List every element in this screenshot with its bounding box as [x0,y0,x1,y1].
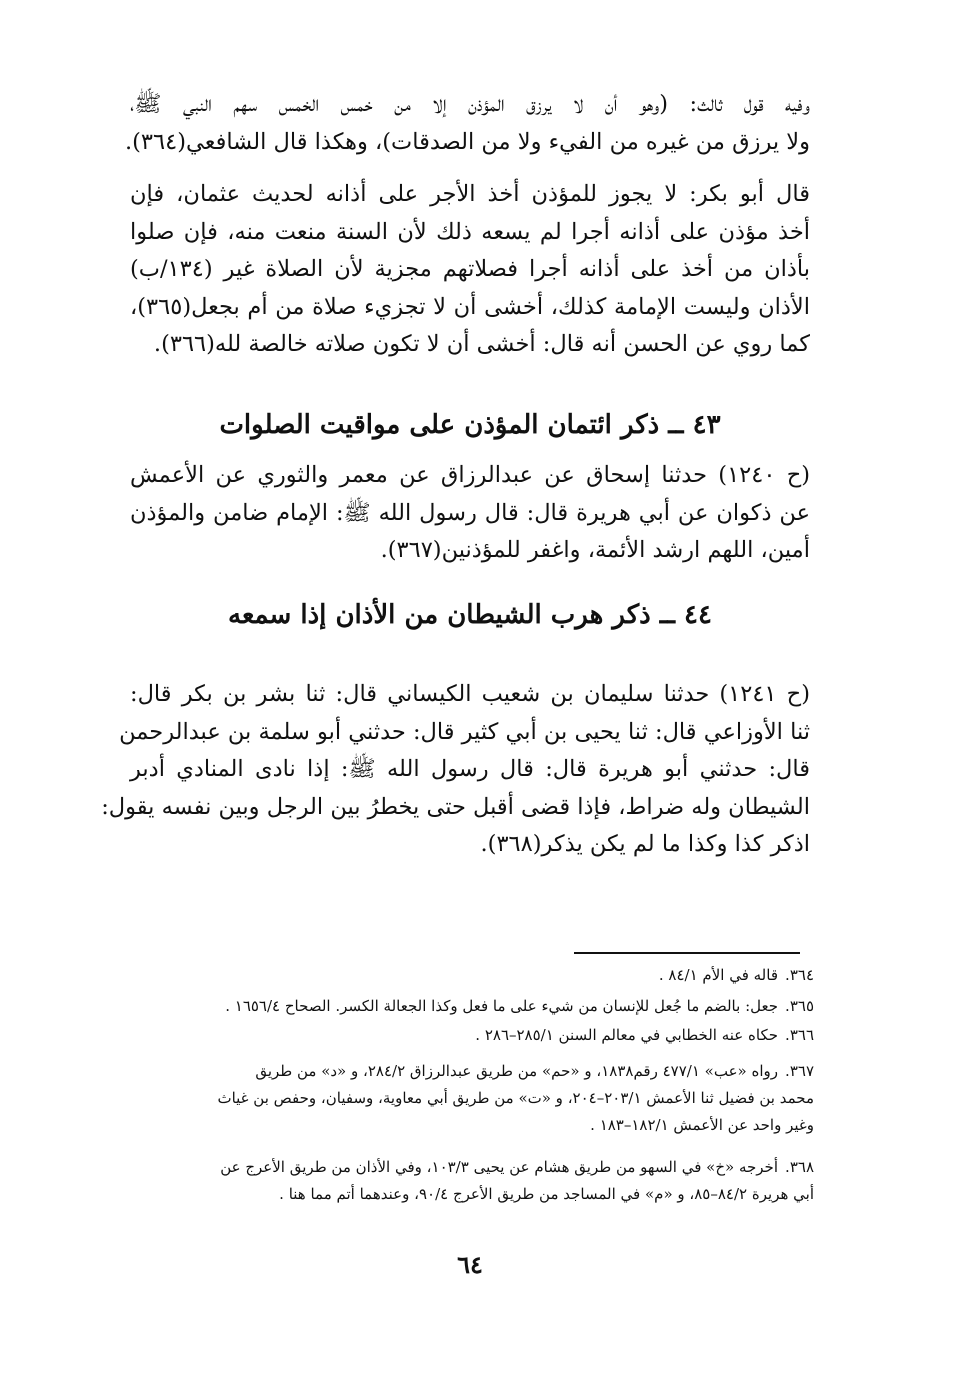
footnote-text: أبي هريرة ٨٤/٢–٨٥، و «م» في المساجد من طريق الأعرج ٩٠/٤، وعندهما أتم مما هنا . [279,1185,814,1203]
footnote-text: رواه «عب» ٤٧٧/١ رقم١٨٣٨، و «حم» من طريق عبدالرزاق ٢٨٤/٢، و «د» من طريق [255,1062,778,1080]
footnote-number: ٣٦٤. [785,966,814,984]
text-line: الشيطان وله ضراط، فإذا قضى أقبل حتى يخطرُ بين الرجل وبين نفسه يقول: [101,793,810,820]
text-line: قال: حدثني أبو هريرة قال: قال رسول الله ﷺ: إذا نادى المنادي أدبر [130,756,810,782]
text-line: (ح ١٢٤١) حدثنا سليمان بن شعيب الكيساني قال: ثنا بشر بن بكر قال: [130,681,810,707]
text-line: عن ذكوان عن أبي هريرة قال: قال رسول الله ﷺ: الإمام ضامن والمؤذن [130,499,810,526]
text-line: أمين، اللهم ارشد الأئمة، واغفر للمؤذنين(٣٦٧). [380,537,810,563]
text-line: بأذان من أخذ على أذانه أجرا فصلاتهم مجزية لأن الصلاة غير (١٣٤/ب) [130,256,810,282]
footnote-number: ٣٦٧. [785,1062,814,1080]
paragraph-abu-bakr [130,176,810,364]
hadith-1240 [130,457,810,570]
footnote-366 [130,1022,814,1049]
page-number: ٦٤ [457,1250,483,1279]
footnote-368 [130,1154,814,1208]
footnote-364 [130,962,814,989]
text-line: قال أبو بكر: لا يجوز للمؤذن أخذ الأجر على أذانه لحديث عثمان، فإن [130,181,810,207]
footnote-365 [130,993,814,1020]
text-line: (ح ١٢٤٠) حدثنا إسحاق عن عبدالرزاق عن معمر والثوري عن الأعمش [130,462,810,488]
text-line: كما روي عن الحسن أنه قال: أخشى أن لا تكون صلاته خالصة لله(٣٦٦). [153,331,810,357]
footnote-text: قاله في الأم ٨٤/١ . [658,966,778,984]
footnote-number: ٣٦٥. [785,997,814,1015]
footnote-text: جعل: بالضم ما جُعل للإنسان من شيء على ما فعل وكذا الجعالة الكسر. الصحاح ١٦٥٦/٤ . [225,997,778,1015]
text-line: وفيه قول ثالث: (وهو أن لا يرزق المؤذن إلا من خمس الخمس سهم النبي ﷺ، [130,91,810,117]
footnote-text: أخرجه «خ» في السهو من طريق هشام عن يحيى ١٠٣/٣، وفي الأذان من طريق الأعرج عن [220,1158,778,1176]
section-heading-43: ٤٣ ــ ذكر ائتمان المؤذن على مواقيت الصلوات [219,410,721,440]
text-line: الأذان وليست الإمامة كذلك، أخشى أن لا تجزيء صلاة من أم بجعل(٣٦٥)، [130,293,810,320]
footnote-text: وغير واحد عن الأعمش ١٨٢/١–١٨٣ . [590,1116,814,1134]
footnote-367 [130,1058,814,1139]
footnote-separator [574,952,800,954]
footnote-text: حكاه عنه الخطابي في معالم السنن ٢٨٥/١–٢٨٦ . [475,1026,778,1044]
footnote-number: ٣٦٨. [785,1158,814,1176]
text-line: ولا يرزق من غيره من الفيء ولا من الصدقات)، وهكذا قال الشافعي(٣٦٤). [124,128,810,155]
hadith-1241 [101,676,810,864]
text-line: اذكر كذا وكذا ما لم يكن يذكر(٣٦٨). [480,831,810,857]
section-heading-44: ٤٤ ــ ذكر هرب الشيطان من الأذان إذا سمعه [228,600,712,630]
footnote-text: محمد بن فضيل ثنا الأعمش ٢٠٣/١–٢٠٤، و «ت» من طريق أبي معاوية، وسفيان، وحفص بن غياث [217,1089,814,1107]
text-line: ثنا الأوزاعي قال: ثنا يحيى بن أبي كثير قال: حدثني أبو سلمة بن عبدالرحمن [119,718,810,745]
paragraph-third-opinion [124,86,810,161]
footnote-number: ٣٦٦. [785,1026,814,1044]
text-line: أخذ مؤذن على أذانه أجرا لم يسعه ذلك لأن السنة منعت منه، فإن صلوا [130,218,810,245]
